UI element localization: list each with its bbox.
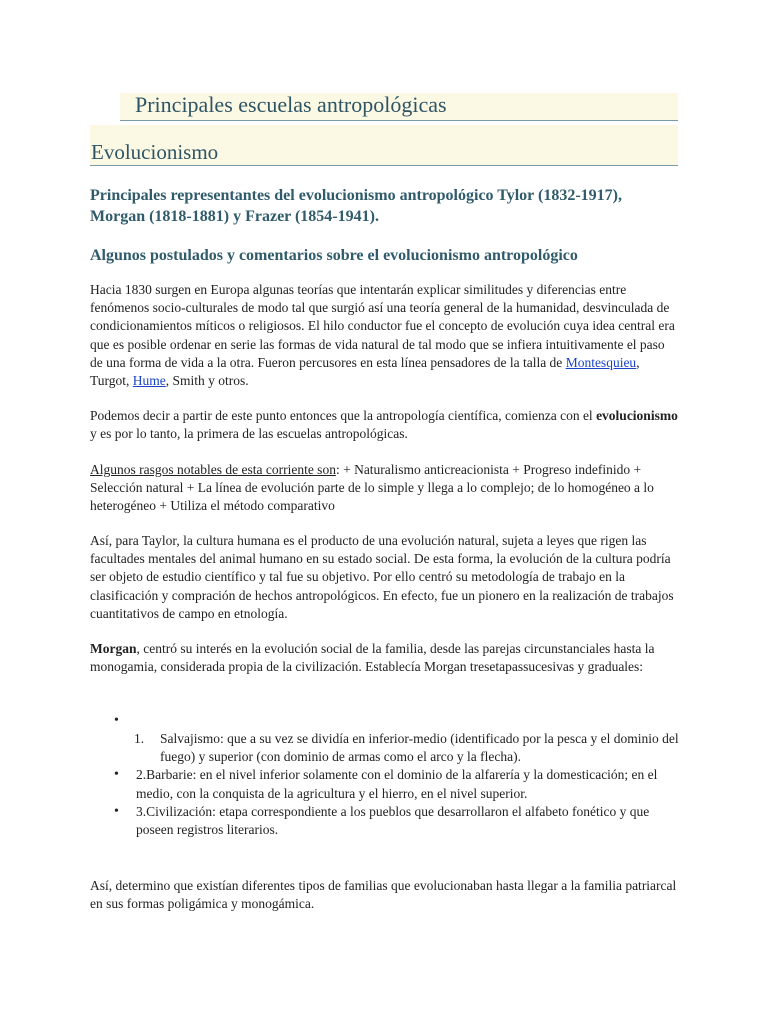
traits-lead: Algunos rasgos notables de esta corriente son — [90, 462, 336, 477]
p2-end-text: y es por lo tanto, la primera de las escuelas antropológicas. — [90, 426, 408, 442]
evolucionismo-term: evolucionismo — [596, 408, 678, 423]
traits-paragraph — [90, 461, 680, 516]
civilizacion-text: 3.Civilización: etapa correspondiente a los pueblos que desarrollaron el alfabeto fonético y que poseen registros literarios. — [136, 803, 650, 838]
intro-end-text: , Smith y otros. — [165, 373, 249, 389]
representatives-heading: Principales representantes del evolucionismo antropológico Tylor (1832-1917), Morgan (1818-1881) y Frazer (1854-1941). — [90, 187, 622, 225]
sublist-item — [134, 730, 680, 766]
morgan-paragraph — [90, 640, 680, 676]
item-number: 1. — [134, 731, 145, 746]
section-title: Evolucionismo — [91, 140, 219, 164]
list-item — [90, 766, 680, 802]
bullet-icon: • — [114, 713, 119, 728]
intro-text: Hacia 1830 surgen en Europa algunas teorías que intentarán explicar similitudes y diferencias entre fenómenos socio-culturales de modo tal que surgió así una teoría general de la humanidad, desvinculada de condicionamientos míticos o religiosos. El hilo conductor fue el concepto de evolución cuya idea central era que es posible ordenar en serie las formas de vida natural de tal modo que se infiera intuitivamente el paso de una forma de vida a la otra. Fueron percusores en esta línea pensadores de la talla de — [90, 282, 675, 370]
conclusion-paragraph: Así, determino que existían diferentes tipos de familias que evolucionaban hasta llegar a la familia patriarcal en sus formas poligámica y monogámica. — [90, 878, 677, 912]
evolucionismo-paragraph — [90, 407, 680, 443]
bullet-icon: • — [114, 803, 119, 819]
list-item — [90, 712, 680, 730]
morgan-text: , centró su interés en la evolución social de la familia, desde las parejas circunstanciales hasta la monogamia, considerada propia de la civilización. Establecía Morgan tresetapassucesivas y graduales: — [90, 641, 655, 675]
taylor-paragraph: Así, para Taylor, la cultura humana es el producto de una evolución natural, sujeta a leyes que rigen las facultades mentales del animal humano en su estado social. De esta forma, la evolución de la cultura podría ser objeto de estudio científico y tal fue su objetivo. Por ello centró su metodología de trabajo en la clasificación y compración de hechos antropológicos. En efecto, fue un pionero en la realización de trabajos cuantitativos de campo en etnología. — [90, 533, 674, 621]
intro-mid-text: , Turgot, — [90, 354, 640, 389]
salvajismo-text: Salvajismo: que a su vez se dividía en inferior-medio (identificado por la pesca y el dominio del fuego) y superior (con dominio de armas como el arco y la flecha). — [160, 731, 679, 765]
morgan-name: Morgan — [90, 641, 137, 656]
traits-text: : + Naturalismo anticreacionista + Progreso indefinido + Selección natural + La línea de evolución parte de lo simple y llega a lo complejo; de lo homogéneo a lo heterogéneo + Utiliza el método comparativo — [90, 462, 654, 514]
p2-text: Podemos decir a partir de este punto entonces que la antropología científica, comienza con el — [90, 408, 597, 423]
document-title: Principales escuelas antropológicas — [135, 92, 447, 117]
list-item — [90, 803, 680, 839]
stages-list — [90, 712, 680, 839]
stages-sublist — [90, 730, 680, 766]
intro-paragraph — [90, 281, 680, 390]
montesquieu-link[interactable]: Montesquieu — [565, 354, 637, 370]
hume-link[interactable]: Hume — [132, 373, 166, 389]
postulates-heading: Algunos postulados y comentarios sobre el evolucionismo antropológico — [90, 247, 578, 264]
bullet-icon: • — [114, 767, 119, 783]
list-item — [90, 730, 680, 766]
barbarie-text: 2.Barbarie: en el nivel inferior solamente con el dominio de la alfarería y la domesticación; en el medio, con la conquista de la agricultura y el hierro, en el nivel superior. — [136, 767, 658, 801]
